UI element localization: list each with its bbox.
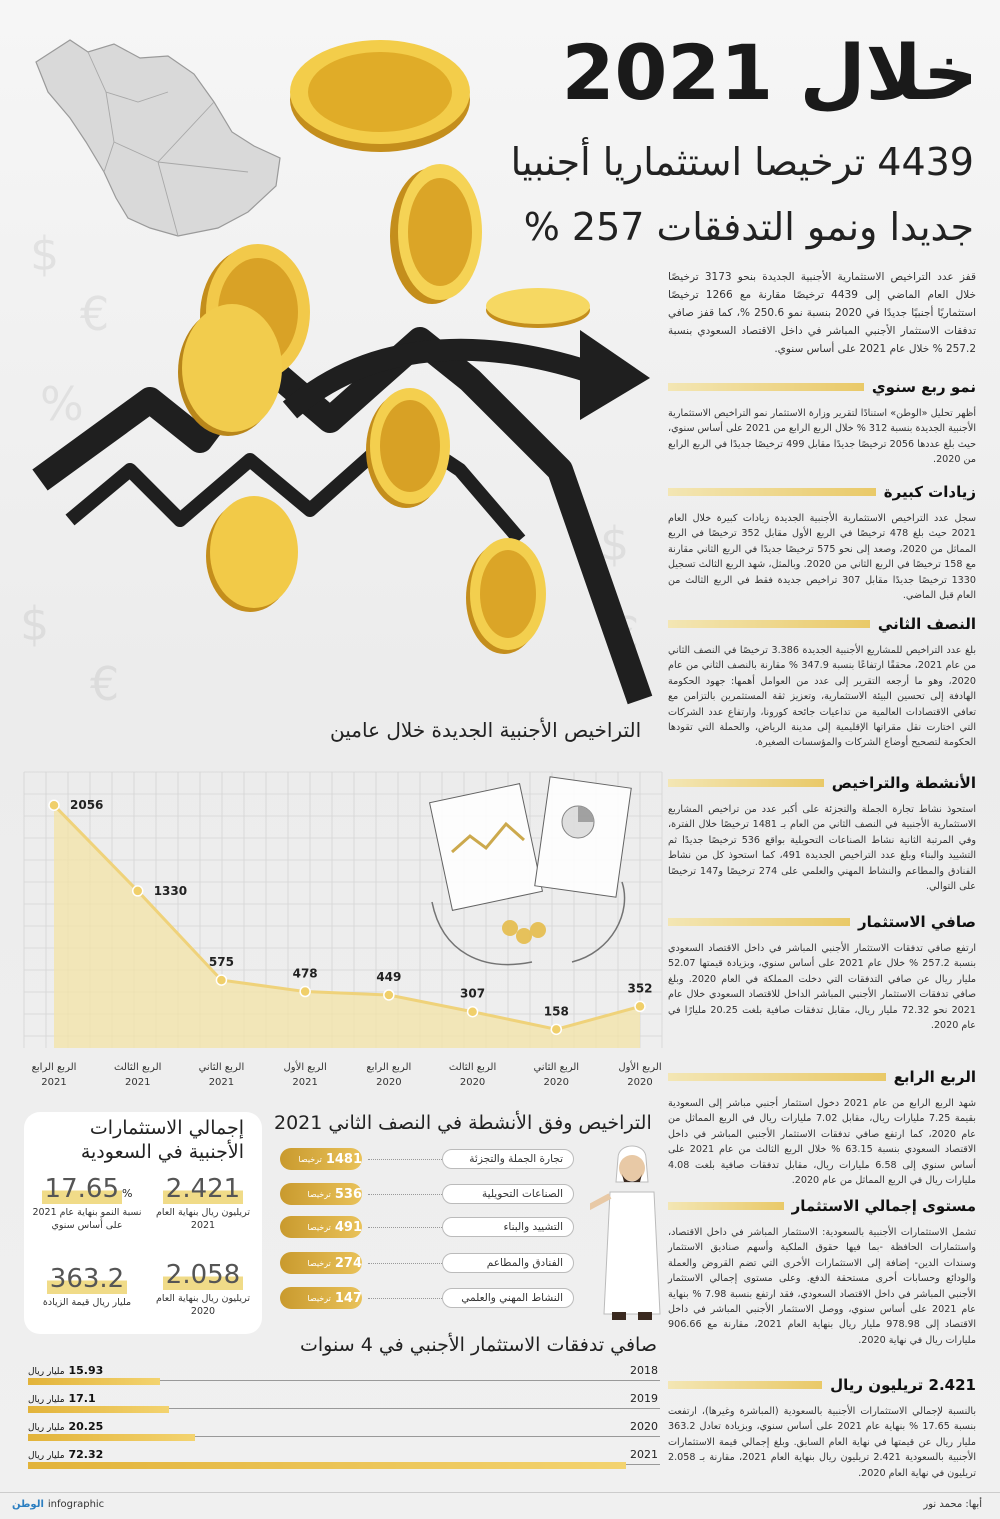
x-tick-label: الربع الثالث <box>448 1062 497 1073</box>
data-label: 307 <box>460 986 486 1001</box>
section-heading: نمو ربع سنوي <box>871 378 976 396</box>
data-point <box>49 800 59 810</box>
kpi-label: تريليون ريال بنهاية العام 2021 <box>156 1207 250 1231</box>
flow-bar <box>28 1434 195 1441</box>
activity-count: 1481 <box>325 1151 362 1167</box>
heading-bar <box>668 620 870 628</box>
section-heading: الأنشطة والتراخيص <box>831 774 976 792</box>
activity-unit: ترخيصا <box>307 1222 331 1232</box>
kpi-increase <box>32 1264 142 1309</box>
data-label: 352 <box>627 981 653 996</box>
kpi-label: مليار ريال قيمة الزيادة <box>42 1297 132 1308</box>
section-body: بالنسبة لإجمالي الاستثمارات الأجنبية بالسعودية (المباشرة وغيرها)، ارتفعت بنسبة 17.65 % بنهاية عام 2021 على أساس سنوي، وبزيادة تعادل 363.2 مليار ريال عن قيمتها في نهاية العام السابق. وبلغ إجمالي قيمة الاستثمارات الأجنبية بالسعودية 2.421 تريليون ريال بنهاية العام 2021، مقارنة بـ 2.058 تريليون في نهاية العام 2020. <box>668 1406 976 1479</box>
flows-title: صافي تدفقات الاستثمار الأجنبي في 4 سنوات <box>300 1334 657 1356</box>
activity-name: التشييد والبناء <box>442 1217 574 1237</box>
flow-row <box>28 1448 660 1470</box>
section-body: تشمل الاستثمارات الأجنبية بالسعودية: الاستثمار المباشر في داخل الاقتصاد، واستثمارات الحافظة -بما فيها حقوق الملكية وأسهم صناديق الاستثمار وسندات الدين- إضافة إلى الاستثمارات الأخرى التي تضم القروض والعملة والودائع وحسابات أخرى مستحقة الدفع. وعلى مستوى إجمالي الاستثمار الأجنبي المباشر في داخل الاقتصاد السعودي، فقد ارتفع بنسبة 7.98 % بنهاية عام 2021 على أساس سنوي، ووصل الاستثمار الأجنبي المباشر في داخل الاقتصاد إلى 978.98 مليار ريال بنهاية العام 2021، مقارنة مع 906.66 مليارات ريال في نهاية 2020. <box>668 1227 977 1346</box>
svg-text:$: $ <box>600 517 630 571</box>
data-point <box>133 886 143 896</box>
data-label: 158 <box>543 1004 569 1019</box>
dotted-connector <box>368 1194 442 1195</box>
x-tick-label: الربع الثاني <box>198 1062 245 1073</box>
section-heading: 2.421 تريليون ريال <box>830 1376 976 1394</box>
x-tick-label: الربع الرابع <box>366 1062 412 1073</box>
kpi-value: 2.421 <box>163 1174 243 1204</box>
data-label: 1330 <box>153 883 188 898</box>
section-body: أظهر تحليل «الوطن» استنادًا لتقرير وزارة الاستثمار نمو التراخيص الاستثمارية الأجنبية الجديدة بنسبة 312 % خلال الربع الرابع من 2021 على أساس سنوي، حيث بلغ عددها 2056 ترخيصًا جديدًا مقابل 499 ترخيصًا جديدًا في الربع الرابع من 2020. <box>668 408 976 466</box>
section-heading: مستوى إجمالي الاستثمار <box>791 1197 976 1215</box>
heading-bar <box>668 383 864 391</box>
brand-name: الوطن <box>12 1499 44 1510</box>
brand-logo <box>12 1499 104 1510</box>
heading-bar <box>668 488 876 496</box>
dotted-connector <box>368 1263 442 1264</box>
activity-name: الفنادق والمطاعم <box>442 1253 574 1273</box>
x-tick-year: 2021 <box>292 1077 318 1088</box>
activity-row <box>280 1287 580 1311</box>
section-total-investment-level <box>668 1195 976 1348</box>
activity-name: الصناعات التحويلية <box>442 1184 574 1204</box>
section-quarterly-growth <box>668 376 976 468</box>
section-body: شهد الربع الرابع من عام 2021 دخول استثمار أجنبي مباشر إلى السعودية بقيمة 7.25 مليارات ريال، مقابل 7.02 مليارات ريال في الربع المماثل من عام 2020، كما ارتفع صافي تدفقات الاستثمار الأجنبي المباشر في داخل الاقتصاد السعودي بنسبة 63.15 % خلال الربع الثالث من عام 2021 على أساس سنوي إلى 6.58 مليارات ريال، مقابل تدفقات صافية بلغت 4.08 مليارات ريال في الربع المماثل من عام 2020. <box>668 1098 976 1187</box>
flow-value: 20.25 مليار ريال <box>28 1420 104 1433</box>
section-heading: النصف الثاني <box>877 615 976 633</box>
x-tick-label: الربع الرابع <box>31 1062 77 1073</box>
activity-count-pill <box>280 1252 362 1274</box>
flow-bar <box>28 1406 169 1413</box>
subtitle-licenses: 4439 ترخيصا استثماريا أجنبيا <box>510 140 974 184</box>
section-net-investment <box>668 911 976 1033</box>
data-point <box>468 1007 478 1017</box>
svg-text:%: % <box>40 377 84 431</box>
svg-text:€: € <box>610 607 640 661</box>
totals-box-title: إجمالي الاستثمارات الأجنبية في السعودية <box>80 1117 244 1163</box>
data-point <box>216 975 226 985</box>
activities-title: التراخيص وفق الأنشطة في النصف الثاني 2021 <box>274 1112 652 1134</box>
section-body: استحوذ نشاط تجارة الجملة والتجزئة على أكبر عدد من تراخيص المشاريع الاستثمارية الأجنبية في النصف الثاني من العام بـ 1481 ترخيصًا خلال الفترة، وفي المرتبة الثانية نشاط الصناعات التحويلية بواقع 536 ترخيصًا جديدًا ثم التشييد والبناء وبلغ عدد التراخيص الجديدة 491، كما استحوذ كل من نشاط الفنادق والمطاعم والنشاط المهني والعلمي على 274 ترخيصًا و147 ترخيصًا على التوالي. <box>668 804 977 893</box>
data-label: 449 <box>376 969 402 984</box>
section-second-half <box>668 613 976 751</box>
activity-count: 491 <box>334 1219 362 1235</box>
flow-value: 17.1 مليار ريال <box>28 1392 96 1405</box>
activity-count-pill <box>280 1148 362 1170</box>
activity-unit: ترخيصا <box>298 1154 322 1164</box>
svg-text:$: $ <box>30 227 60 281</box>
section-body: بلغ عدد التراخيص للمشاريع الأجنبية الجديدة 3.386 ترخيصًا في النصف الثاني من عام 2021، محققًا ارتفاعًا بنسبة 347.9 % مقارنة بالنصف الثاني من عام 2020، وهو ما أرجعه التقرير إلى عدد من العوامل أهمها: جهود الحكومة الهادفة إلى تحسين البيئة الاستثمارية، وتعزيز ثقة المستثمرين بالتزامن مع تعافي الاقتصادات العالمية من تداعيات جائحة كورونا، وارتفاع عدد الشركات التي اختارت نقل مقراتها الإقليمية إلى مدينة الرياض، والحملة التي تقودها الحكومة لتصحيح أوضاع الشركات والمؤسسات الصغيرة. <box>668 645 976 749</box>
flow-value: 15.93 مليار ريال <box>28 1364 104 1377</box>
kpi-label: نسبة النمو بنهاية عام 2021 على أساس سنوي <box>32 1207 142 1231</box>
intro-paragraph: قفز عدد التراخيص الاستثمارية الأجنبية الجديدة بنحو 3173 ترخيصًا خلال العام الماضي إلى 4439 ترخيصًا مقارنة مع 1266 ترخيصًا استثماريًا أجنبيًا جديدًا في 2020 بنسبة نمو 250.6 %، كما قفز صافي تدفقات الاستثمار الأجنبي المباشر في داخل الاقتصاد السعودي بنسبة 257.2 % خلال عام 2021 على أساس سنوي. <box>668 271 977 355</box>
activity-count: 536 <box>334 1186 362 1202</box>
saudi-man-illustration <box>590 1136 674 1326</box>
x-tick-year: 2021 <box>41 1077 67 1088</box>
kpi-unit: % <box>121 1187 133 1200</box>
activity-count-pill <box>280 1287 362 1309</box>
kpi-growth-rate <box>32 1174 142 1232</box>
activity-count: 274 <box>334 1255 362 1271</box>
chart-x-labels <box>32 1060 662 1088</box>
data-point <box>384 990 394 1000</box>
flow-value: 72.32 مليار ريال <box>28 1448 104 1461</box>
data-label: 2056 <box>70 798 104 813</box>
heading-bar <box>668 779 824 787</box>
x-tick-label: الربع الثالث <box>114 1062 162 1073</box>
activity-unit: ترخيصا <box>307 1293 331 1303</box>
activity-name: تجارة الجملة والتجزئة <box>442 1149 574 1169</box>
flow-row <box>28 1364 660 1386</box>
flow-row <box>28 1392 660 1414</box>
activity-row <box>280 1216 580 1240</box>
page-title: خلال 2021 <box>561 28 978 117</box>
x-tick-label: الربع الثاني <box>533 1062 580 1073</box>
flow-year: 2019 <box>630 1392 658 1405</box>
activity-row <box>280 1252 580 1276</box>
section-body: ارتفع صافي تدفقات الاستثمار الأجنبي المباشر في داخل الاقتصاد السعودي بنسبة 257.2 % خلال عام 2021 على أساس سنوي، وبزيادة قيمتها 52.07 مليار ريال عن صافي التدفقات التي دخلت المملكة في العام 2020. وبلغ صافي تدفقات الاستثمار الأجنبي المباشر الداخل للاقتصاد السعودي خلال عام 2021 نحو 72.32 مليار ريال، مقابل تدفقات صافية بلغت 20.25 مليارًا في عام 2020. <box>668 943 977 1032</box>
x-tick-year: 2021 <box>124 1077 151 1088</box>
dotted-connector <box>368 1298 442 1299</box>
section-heading: زيادات كبيرة <box>883 483 976 501</box>
x-tick-label: الربع الأول <box>283 1062 327 1073</box>
kpi-total-2021 <box>148 1174 258 1232</box>
line-chart-title: التراخيص الأجنبية الجديدة خلال عامين <box>330 718 642 742</box>
flow-row <box>28 1420 660 1442</box>
x-tick-year: 2020 <box>627 1077 653 1088</box>
section-heading: صافي الاستثمار <box>858 913 976 931</box>
flow-year: 2021 <box>630 1448 658 1461</box>
activity-unit: ترخيصا <box>307 1189 331 1199</box>
x-tick-year: 2020 <box>376 1077 402 1088</box>
dotted-connector <box>368 1159 442 1160</box>
flow-year: 2020 <box>630 1420 658 1433</box>
data-point <box>551 1024 561 1034</box>
data-point <box>635 1001 645 1011</box>
flow-bar <box>28 1378 160 1385</box>
data-label: 575 <box>208 955 234 970</box>
activity-count-pill <box>280 1183 362 1205</box>
heading-bar <box>668 1381 822 1389</box>
svg-text:$: $ <box>20 597 50 651</box>
activity-row <box>280 1183 580 1207</box>
section-trillion <box>668 1374 976 1481</box>
dotted-connector <box>368 1227 442 1228</box>
kpi-value: 363.2 <box>47 1264 127 1294</box>
activity-count-pill <box>280 1216 362 1238</box>
kpi-value: 17.65 <box>42 1174 122 1204</box>
kpi-total-2020 <box>148 1260 258 1318</box>
data-point <box>300 987 310 997</box>
activity-count: 147 <box>334 1290 362 1306</box>
section-fourth-quarter <box>668 1066 976 1188</box>
section-heading: الربع الرابع <box>893 1068 976 1086</box>
documents-hands-illustration <box>430 777 632 965</box>
svg-text:€: € <box>90 657 120 711</box>
x-tick-year: 2020 <box>543 1077 570 1088</box>
activity-row <box>280 1148 580 1172</box>
section-big-increases <box>668 481 976 603</box>
activity-unit: ترخيصا <box>307 1258 331 1268</box>
heading-bar <box>668 1073 886 1081</box>
data-label: 478 <box>292 966 318 981</box>
heading-bar <box>668 1202 784 1210</box>
x-tick-label: الربع الأول <box>618 1062 662 1073</box>
x-tick-year: 2021 <box>208 1077 235 1088</box>
svg-text:€: € <box>80 287 110 341</box>
activity-name: النشاط المهني والعلمي <box>442 1288 574 1308</box>
section-body: سجل عدد التراخيص الاستثمارية الأجنبية الجديدة زيادات كبيرة خلال العام 2021 حيث بلغ 478 ترخيصًا في الربع الأول مقابل 352 ترخيصًا في الربع المماثل من 2020، وصعد إلى نحو 575 ترخيصًا جديدًا في الربع الثاني مقارنة مع 158 ترخيصًا في الربع الثاني من 2020. وبالمثل، شهد الربع الثالث تسجيل 1330 ترخيصًا جديدًا مقابل 307 تراخيص جديدة فقط في الربع الثالث من العام قبل الماضي. <box>668 513 976 602</box>
kpi-value: 2.058 <box>163 1260 243 1290</box>
heading-bar <box>668 918 850 926</box>
flow-bar <box>28 1462 626 1469</box>
totals-box <box>24 1112 262 1334</box>
brand-tag: infographic <box>47 1499 105 1510</box>
x-tick-year: 2020 <box>459 1077 486 1088</box>
subtitle-growth: جديدا ونمو التدفقات 257 % <box>523 205 974 249</box>
kpi-label: تريليون ريال بنهاية العام 2020 <box>156 1293 250 1317</box>
footer <box>0 1492 1000 1519</box>
author-credit: أبها: محمد نور <box>923 1499 982 1510</box>
licenses-area-chart <box>12 752 672 1102</box>
flow-year: 2018 <box>630 1364 658 1377</box>
section-activities <box>668 772 976 894</box>
